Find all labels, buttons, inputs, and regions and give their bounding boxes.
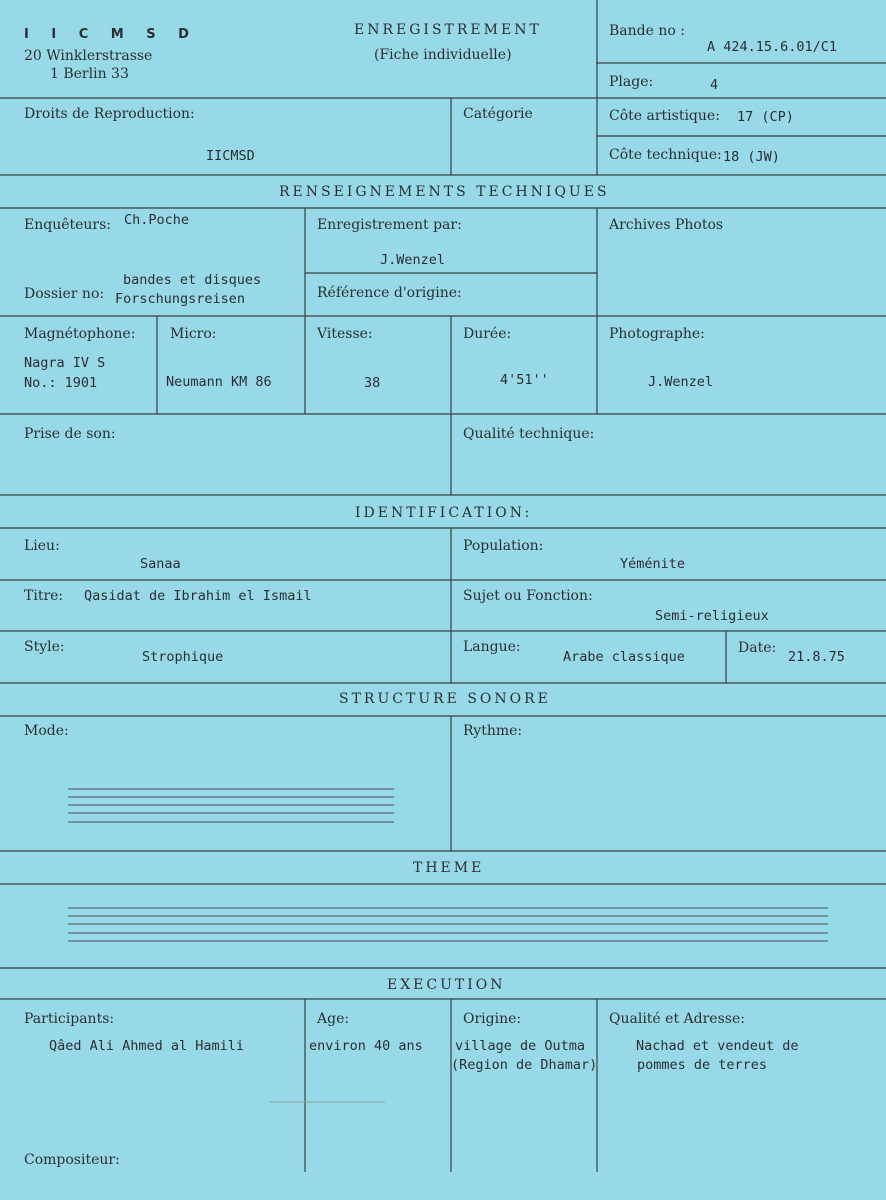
qualite-adresse-value-line2: pommes de terres xyxy=(637,1057,768,1073)
vitesse-label: Vitesse: xyxy=(317,326,373,342)
magnetophone-value-number: No.: 1901 xyxy=(24,375,98,391)
origine-label: Origine: xyxy=(463,1011,522,1027)
institution-street: 20 Winklerstrasse xyxy=(24,48,153,64)
section-heading-identification: IDENTIFICATION: xyxy=(355,505,533,521)
plage-label: Plage: xyxy=(609,74,654,90)
age-value: environ 40 ans xyxy=(309,1038,423,1054)
enregistrement-par-label: Enregistrement par: xyxy=(317,217,462,233)
sujet-value: Semi-religieux xyxy=(655,608,769,624)
origine-value-line1: village de Outma xyxy=(455,1038,586,1054)
enregistrement-par-value: J.Wenzel xyxy=(380,252,446,268)
cote-technique-label: Côte technique: xyxy=(609,147,722,163)
dossier-value-line1: bandes et disques xyxy=(123,272,262,288)
droits-label: Droits de Reproduction: xyxy=(24,106,195,122)
langue-value: Arabe classique xyxy=(563,649,685,665)
photographe-value: J.Wenzel xyxy=(648,374,714,390)
photographe-label: Photographe: xyxy=(609,326,705,342)
qualite-adresse-value-line1: Nachad et vendeut de xyxy=(636,1038,799,1054)
vitesse-value: 38 xyxy=(364,375,381,391)
titre-value: Qasidat de Ibrahim el Ismail xyxy=(84,588,312,604)
magnetophone-value-model: Nagra IV S xyxy=(24,355,106,371)
magnetophone-label: Magnétophone: xyxy=(24,326,136,342)
categorie-label: Catégorie xyxy=(463,106,533,122)
micro-label: Micro: xyxy=(170,326,217,342)
enqueteurs-label: Enquêteurs: xyxy=(24,217,112,233)
archives-photos-label: Archives Photos xyxy=(609,217,724,233)
qualite-adresse-label: Qualité et Adresse: xyxy=(609,1011,745,1027)
bande-label: Bande no : xyxy=(609,23,685,39)
origine-value-line2: (Region de Dhamar) xyxy=(451,1057,598,1073)
duree-value: 4'51'' xyxy=(500,372,549,388)
section-heading-theme: THEME xyxy=(413,860,485,876)
section-heading-technique: RENSEIGNEMENTS TECHNIQUES xyxy=(279,184,610,200)
institution-city: 1 Berlin 33 xyxy=(50,66,129,82)
date-label: Date: xyxy=(738,640,777,656)
droits-value: IICMSD xyxy=(206,148,255,164)
dossier-value-line2: Forschungsreisen xyxy=(115,291,246,307)
form-subtitle: (Fiche individuelle) xyxy=(374,47,512,63)
date-value: 21.8.75 xyxy=(788,649,845,665)
section-heading-structure: STRUCTURE SONORE xyxy=(339,691,551,707)
reference-origine-label: Référence d'origine: xyxy=(317,285,462,301)
compositeur-label: Compositeur: xyxy=(24,1152,120,1168)
style-label: Style: xyxy=(24,639,65,655)
cote-artistique-label: Côte artistique: xyxy=(609,108,720,124)
micro-value: Neumann KM 86 xyxy=(166,374,272,390)
form-title: ENREGISTREMENT xyxy=(354,22,542,38)
sujet-label: Sujet ou Fonction: xyxy=(463,588,593,604)
lieu-label: Lieu: xyxy=(24,538,60,554)
prise-de-son-label: Prise de son: xyxy=(24,426,116,442)
section-heading-execution: EXECUTION xyxy=(387,977,506,993)
bande-value: A 424.15.6.01/C1 xyxy=(707,39,838,55)
cote-technique-value: 18 (JW) xyxy=(723,149,780,165)
plage-value: 4 xyxy=(710,77,719,93)
participants-value: Qâed Ali Ahmed al Hamili xyxy=(49,1038,245,1054)
age-label: Age: xyxy=(317,1011,350,1027)
enqueteurs-value: Ch.Poche xyxy=(124,212,190,228)
rythme-label: Rythme: xyxy=(463,723,523,739)
mode-label: Mode: xyxy=(24,723,69,739)
titre-label: Titre: xyxy=(24,588,64,604)
dossier-label: Dossier no: xyxy=(24,286,105,302)
duree-label: Durée: xyxy=(463,326,512,342)
lieu-value: Sanaa xyxy=(140,556,181,572)
participants-label: Participants: xyxy=(24,1011,115,1027)
style-value: Strophique xyxy=(142,649,224,665)
qualite-technique-label: Qualité technique: xyxy=(463,426,595,442)
langue-label: Langue: xyxy=(463,639,521,655)
population-label: Population: xyxy=(463,538,544,554)
institution-logo: I I C M S D xyxy=(24,27,198,42)
cote-artistique-value: 17 (CP) xyxy=(737,109,794,125)
population-value: Yéménite xyxy=(620,556,686,572)
